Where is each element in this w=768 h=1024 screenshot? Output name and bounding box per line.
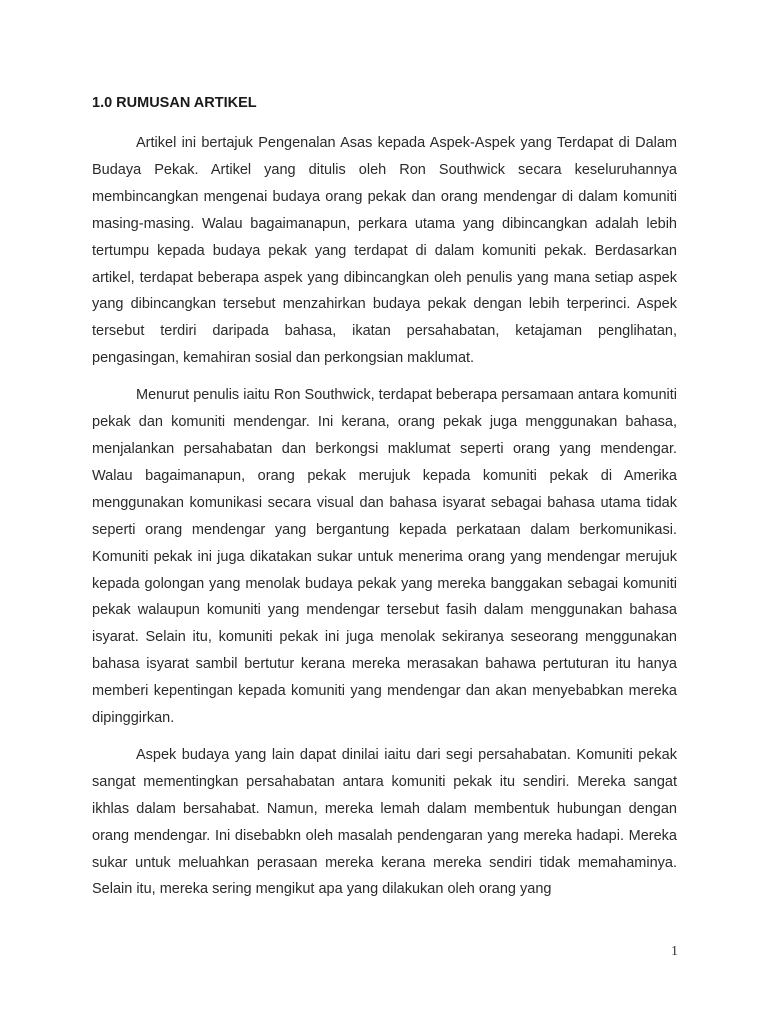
document-body xyxy=(92,93,677,913)
section-heading: 1.0 RUMUSAN ARTIKEL xyxy=(92,95,257,111)
paragraph-3: Aspek budaya yang lain dapat dinilai iaitu dari segi persahabatan. Komuniti pekak sangat mementingkan persahabatan antara komuniti pekak itu sendiri. Mereka sangat ikhlas dalam bersahabat. Namun, mereka lemah dalam membentuk hubungan dengan orang mendengar. Ini disebabkn oleh masalah pendengaran yang mereka hadapi. Mereka sukar untuk meluahkan perasaan mereka kerana mereka sendiri tidak memahaminya. Selain itu, mereka sering mengikut apa yang dilakukan oleh orang yang xyxy=(92,746,677,898)
paragraph-1: Artikel ini bertajuk Pengenalan Asas kepada Aspek-Aspek yang Terdapat di Dalam Budaya Pekak. Artikel yang ditulis oleh Ron Southwick secara keseluruhannya membincangkan mengenai budaya orang pekak dan orang mendengar di dalam komuniti masing-masing. Walau bagaimanapun, perkara utama yang dibincangkan adalah lebih tertumpu kepada budaya pekak yang terdapat di dalam komuniti pekak. Berdasarkan artikel, terdapat beberapa aspek yang dibincangkan oleh penulis yang mana setiap aspek yang dibincangkan tersebut menzahirkan budaya pekak dengan lebih terperinci. Aspek tersebut terdiri daripada bahasa, ikatan persahabatan, ketajaman penglihatan, pengasingan, kemahiran sosial dan perkongsian maklumat. xyxy=(92,135,677,367)
page-number: 1 xyxy=(671,944,678,959)
paragraph-2: Menurut penulis iaitu Ron Southwick, terdapat beberapa persamaan antara komuniti pekak dan komuniti mendengar. Ini kerana, orang pekak juga menggunakan bahasa, menjalankan persahabatan dan berkongsi maklumat seperti orang yang mendengar. Walau bagaimanapun, orang pekak merujuk kepada komuniti pekak di Amerika menggunakan komunikasi secara visual dan bahasa isyarat sebagai bahasa utama tidak seperti orang mendengar yang bergantung kepada perkataan dalam berkomunikasi. Komuniti pekak ini juga dikatakan sukar untuk menerima orang yang mendengar merujuk kepada golongan yang menolak budaya pekak yang mereka banggakan sebagai komuniti pekak walaupun komuniti yang mendengar tersebut fasih dalam menggunakan bahasa isyarat. Selain itu, komuniti pekak ini juga menolak sekiranya seseorang menggunakan bahasa isyarat sambil bertutur kerana mereka merasakan bahawa pertuturan itu hanya memberi kepentingan kepada komuniti yang mendengar dan akan menyebabkan mereka dipinggirkan. xyxy=(92,387,677,727)
